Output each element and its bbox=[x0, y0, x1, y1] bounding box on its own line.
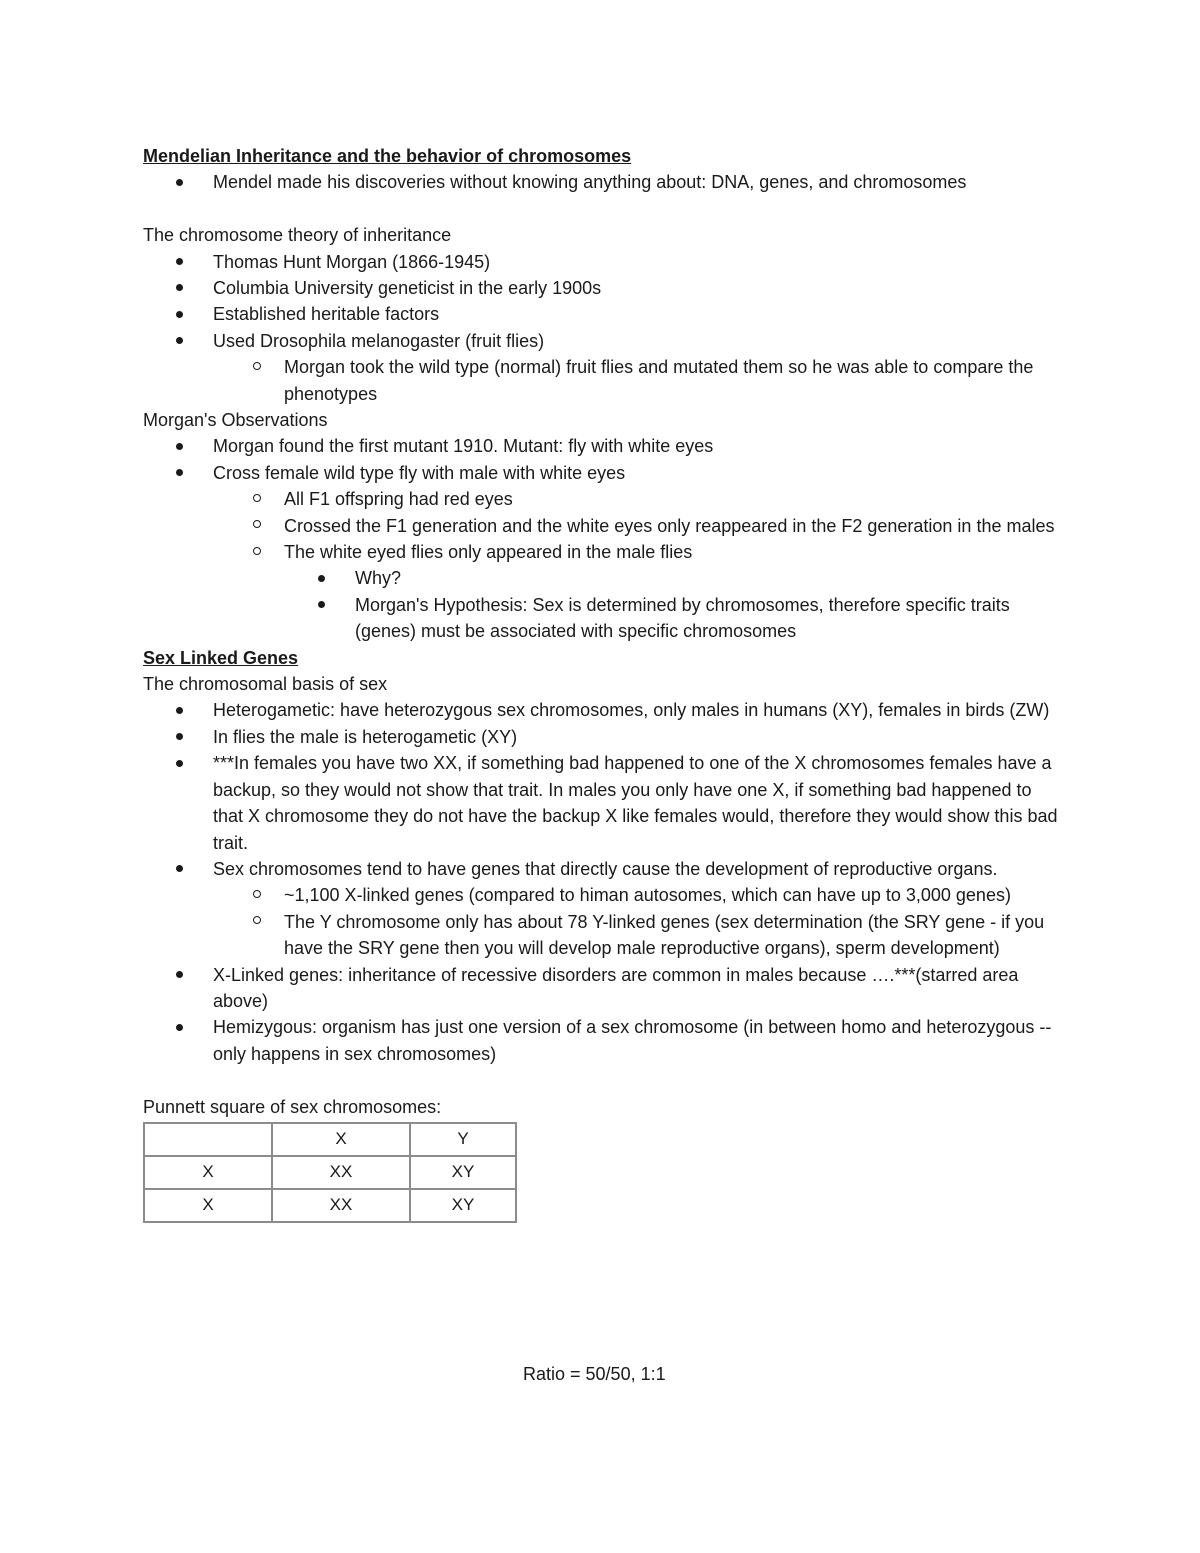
section-title-observations: Morgan's Observations bbox=[143, 410, 328, 431]
sub-list-item bbox=[143, 513, 1063, 539]
table-cell: X bbox=[144, 1156, 272, 1189]
circle-bullet-icon bbox=[247, 882, 267, 908]
sub-bullet-text: Morgan took the wild type (normal) fruit flies and mutated them so he was able to compare the phenotypes bbox=[284, 357, 1034, 404]
table-cell bbox=[144, 1123, 272, 1156]
table-cell: XX bbox=[272, 1189, 410, 1222]
sub-bullet-text: The white eyed flies only appeared in the male flies bbox=[284, 542, 693, 563]
bullet-icon bbox=[169, 750, 189, 776]
sub-list-item bbox=[143, 882, 1063, 908]
bullet-icon bbox=[169, 962, 189, 988]
bullet-icon bbox=[169, 697, 189, 723]
bullet-icon bbox=[169, 433, 189, 459]
bullet-icon bbox=[169, 169, 189, 195]
list-item bbox=[143, 724, 1063, 750]
bullet-icon bbox=[169, 328, 189, 354]
list-item bbox=[143, 169, 1063, 195]
bullet-icon bbox=[169, 1014, 189, 1040]
table-cell: X bbox=[144, 1189, 272, 1222]
document-page bbox=[143, 143, 1063, 1223]
list-item bbox=[143, 962, 1063, 1015]
sub-sub-bullet-text: Morgan's Hypothesis: Sex is determined by chromosomes, therefore specific traits (genes) must be associated with specific chromosomes bbox=[355, 594, 1010, 642]
list-item bbox=[143, 275, 1063, 301]
circle-bullet-icon bbox=[247, 909, 267, 935]
table-cell: X bbox=[272, 1123, 410, 1156]
bullet-text: In flies the male is heterogametic (XY) bbox=[213, 726, 518, 747]
section-title-chromosome-theory: The chromosome theory of inheritance bbox=[143, 225, 452, 246]
bullet-icon bbox=[169, 301, 189, 327]
list-item bbox=[143, 328, 1063, 354]
spacer bbox=[143, 1067, 1063, 1093]
list-item bbox=[143, 697, 1063, 723]
list-item bbox=[143, 433, 1063, 459]
section-title-chromosomal-basis: The chromosomal basis of sex bbox=[143, 674, 388, 695]
ratio-text: Ratio = 50/50, 1:1 bbox=[523, 1364, 666, 1384]
sub-sub-list-item bbox=[143, 565, 1063, 591]
list-item bbox=[143, 301, 1063, 327]
list-item bbox=[143, 249, 1063, 275]
circle-bullet-icon bbox=[247, 354, 267, 380]
bullet-text: Established heritable factors bbox=[213, 304, 440, 325]
bullet-text: Cross female wild type fly with male with white eyes bbox=[213, 462, 626, 483]
bullet-icon bbox=[311, 565, 331, 591]
bullet-text: Used Drosophila melanogaster (fruit flies) bbox=[213, 330, 545, 351]
list-item bbox=[143, 460, 1063, 486]
list-item bbox=[143, 1014, 1063, 1067]
section-heading-sex-linked: Sex Linked Genes bbox=[143, 647, 299, 668]
sub-list-item bbox=[143, 909, 1063, 962]
sub-sub-bullet-text: Why? bbox=[355, 568, 402, 589]
bullet-text: Columbia University geneticist in the early 1900s bbox=[213, 278, 602, 298]
sub-sub-list-item bbox=[143, 592, 1063, 645]
bullet-icon bbox=[169, 249, 189, 275]
bullet-text: Heterogametic: have heterozygous sex chromosomes, only males in humans (XY), females in birds (ZW) bbox=[213, 700, 1050, 721]
sub-bullet-text: All F1 offspring had red eyes bbox=[284, 489, 513, 510]
table-row bbox=[144, 1189, 516, 1222]
bullet-text: Sex chromosomes tend to have genes that directly cause the development of reproductive organs. bbox=[213, 858, 998, 879]
table-cell: XY bbox=[410, 1156, 516, 1189]
bullet-icon bbox=[169, 460, 189, 486]
sub-bullet-text: ~1,100 X-linked genes (compared to himan autosomes, which can have up to 3,000 genes) bbox=[284, 885, 1011, 906]
sub-list-item bbox=[143, 354, 1063, 407]
bullet-icon bbox=[169, 275, 189, 301]
spacer bbox=[143, 196, 1063, 222]
punnett-title: Punnett square of sex chromosomes: bbox=[143, 1096, 442, 1117]
sub-list-item bbox=[143, 539, 1063, 565]
bullet-icon bbox=[169, 724, 189, 750]
bullet-icon bbox=[169, 856, 189, 882]
punnett-square-table bbox=[143, 1122, 517, 1223]
bullet-text: Thomas Hunt Morgan (1866-1945) bbox=[213, 251, 491, 272]
sub-bullet-text: The Y chromosome only has about 78 Y-linked genes (sex determination (the SRY gene - if you have the SRY gene then you will develop male reproductive organs), sperm development) bbox=[284, 911, 1045, 959]
table-cell: Y bbox=[410, 1123, 516, 1156]
sub-bullet-text: Crossed the F1 generation and the white eyes only reappeared in the F2 generation in the males bbox=[284, 515, 1055, 536]
bullet-text: Mendel made his discoveries without knowing anything about: DNA, genes, and chromosomes bbox=[213, 172, 967, 193]
bullet-text: Hemizygous: organism has just one version of a sex chromosome (in between homo and heterozygous -- only happens in sex chromosomes) bbox=[213, 1017, 1052, 1064]
bullet-text: Morgan found the first mutant 1910. Mutant: fly with white eyes bbox=[213, 436, 714, 457]
list-item bbox=[143, 750, 1063, 856]
circle-bullet-icon bbox=[247, 539, 267, 565]
section-heading-mendelian: Mendelian Inheritance and the behavior of chromosomes bbox=[143, 146, 632, 166]
circle-bullet-icon bbox=[247, 513, 267, 539]
bullet-icon bbox=[311, 592, 331, 618]
table-header-row bbox=[144, 1123, 516, 1156]
sub-list-item bbox=[143, 486, 1063, 512]
list-item bbox=[143, 856, 1063, 882]
table-row bbox=[144, 1156, 516, 1189]
circle-bullet-icon bbox=[247, 486, 267, 512]
table-cell: XX bbox=[272, 1156, 410, 1189]
bullet-text: ***In females you have two XX, if something bad happened to one of the X chromosomes females have a backup, so they would not show that trait. In males you only have one X, if something bad happened to that X chromosome they do not have the backup X like females would, therefore they would show this bad trait. bbox=[213, 753, 1058, 853]
table-cell: XY bbox=[410, 1189, 516, 1222]
bullet-text: X-Linked genes: inheritance of recessive disorders are common in males because ….***(starred area above) bbox=[213, 964, 1019, 1011]
